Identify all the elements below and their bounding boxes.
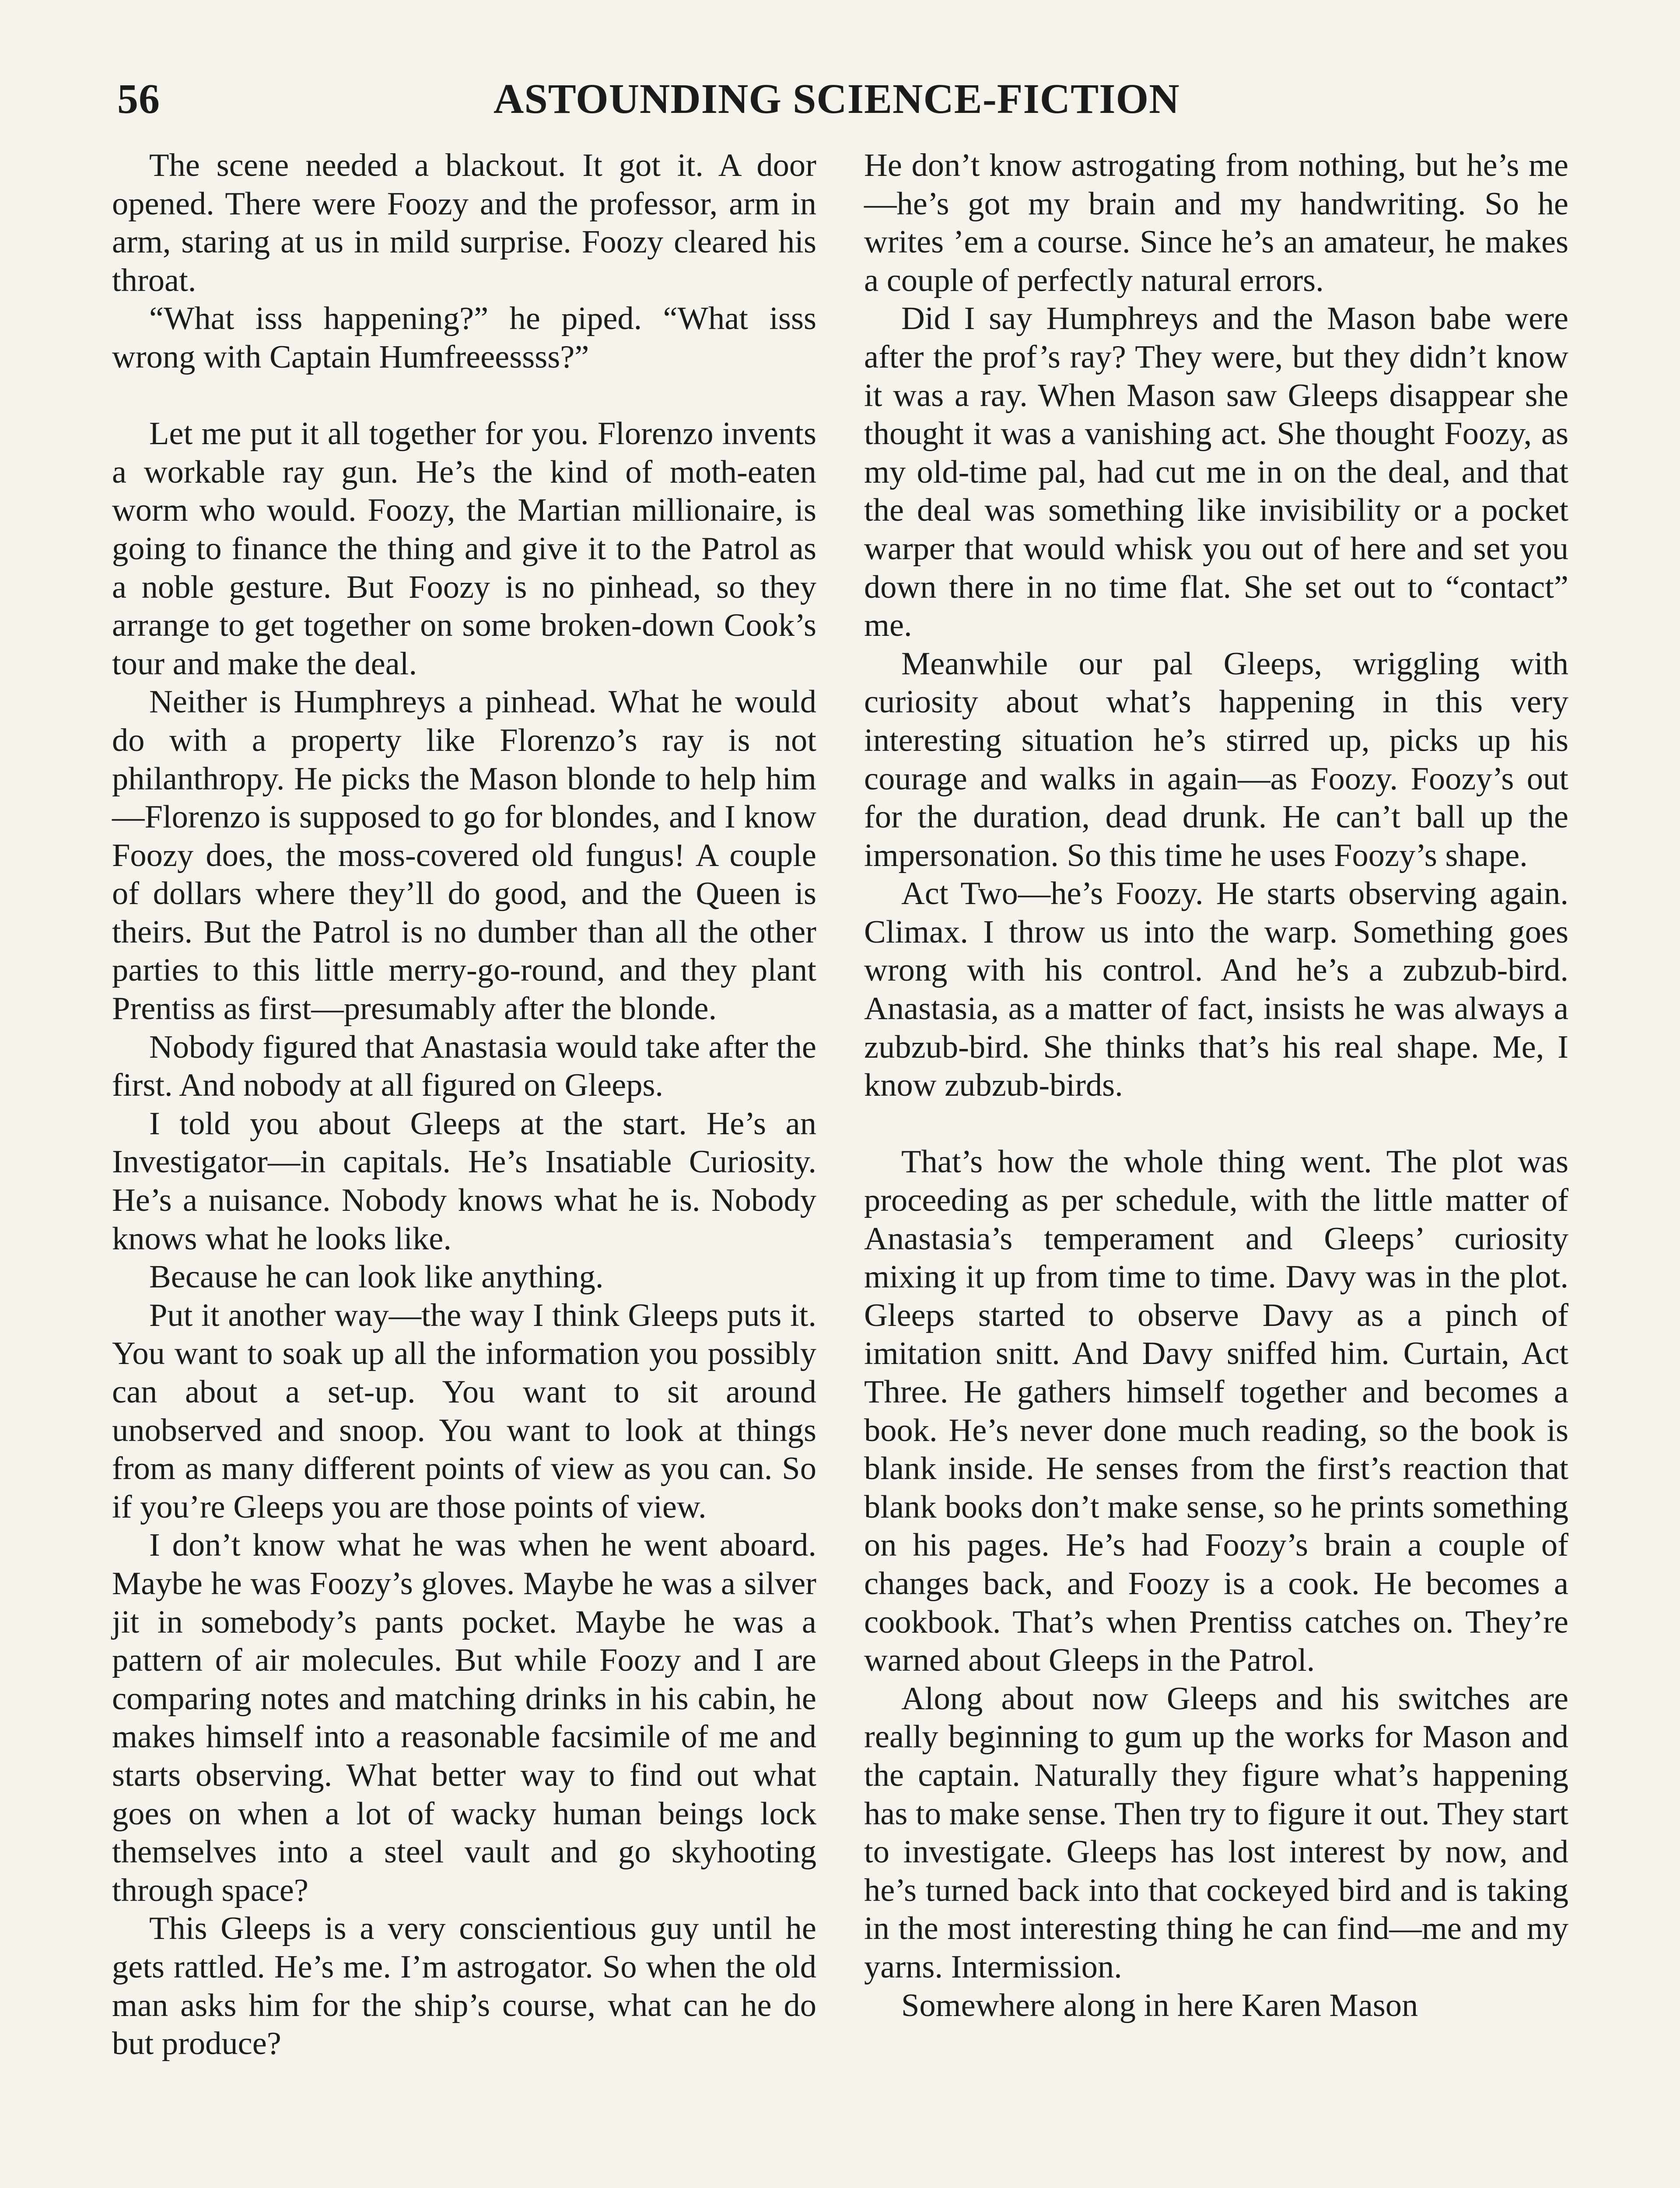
paragraph: Did I say Humphreys and the Mason babe were after the prof’s ray? They were, but they didn’t know it was a ray. When Mason saw Gleeps disappear she thought it was a vanishing act. She thought Foozy, as my old-time pal, had cut me in on the deal, and that the deal was something like invisibility or a pocket warper that would whisk you out of here and set you down there in no time flat. She set out to “contact” me. (864, 301, 1568, 644)
running-title: ASTOUNDING SCIENCE-FICTION (494, 75, 1180, 122)
paragraph: Somewhere along in here Karen Mason (901, 1987, 1418, 2023)
paragraph: The scene needed a blackout. It got it. A door opened. There were Foozy and the professor, arm in arm, staring at us in mild surprise. Foozy cleared his throat. (112, 147, 816, 298)
paragraph: Nobody figured that Anastasia would take after the first. And nobody at all figured on Gleeps. (112, 1029, 816, 1104)
paragraph: “What isss happening?” he piped. “What isss wrong with Captain Humfreeessss?” (112, 301, 816, 375)
paragraph: Meanwhile our pal Gleeps, wriggling with curiosity about what’s happening in this very interesting situation he’s stirred up, picks up his courage and walks in again—as Foozy. Foozy’s out for the duration, dead drunk. He can’t ball up the impersonation. So this time he uses Foozy’s shape. (864, 645, 1568, 873)
paragraph: That’s how the whole thing went. The plot was proceeding as per schedule, with the little matter of Anastasia’s temperament and Gleeps’ curiosity mixing it up from time to time. Davy was in the plot. Gleeps started to observe Davy as a pinch of imitation snitt. And Davy sniffed him. Curtain, Act Three. He gathers himself together and becomes a book. He’s never done much reading, so the book is blank inside. He senses from the first’s reaction that blank books don’t make sense, so he prints something on his pages. He’s had Foozy’s brain a couple of changes back, and Foozy is a cook. He becomes a cookbook. That’s when Prentiss catches on. They’re warned about Gleeps in the Patrol. (864, 1144, 1568, 1679)
page-number: 56 (117, 75, 160, 122)
paragraph: I don’t know what he was when he went aboard. Maybe he was Foozy’s gloves. Maybe he was a silver jit in somebody’s pants pocket. Maybe he was a pattern of air molecules. But while Foozy and I are comparing notes and matching drinks in his cabin, he makes himself into a reasonable facsimile of me and starts observing. What better way to find out what goes on when a lot of wacky human beings lock themselves into a steel vault and go skyhooting through space? (112, 1527, 816, 1908)
left-column (112, 147, 816, 2063)
paragraph: Let me put it all together for you. Florenzo invents a workable ray gun. He’s the kind of moth-eaten worm who would. Foozy, the Martian millionaire, is going to finance the thing and give it to the Patrol as a noble gesture. But Foozy is no pinhead, so they arrange to get together on some broken-down Cook’s tour and make the deal. (112, 416, 816, 682)
page-header (113, 69, 1565, 135)
paragraph: Along about now Gleeps and his switches are really beginning to gum up the works for Mason and the captain. Naturally they figure what’s happening has to make sense. Then try to figure it out. They start to investigate. Gleeps has lost interest by now, and he’s turned back into that cockeyed bird and is taking in the most interesting thing he can find—me and my yarns. Intermission. (864, 1680, 1568, 1985)
paragraph: Act Two—he’s Foozy. He starts observing again. Climax. I throw us into the warp. Something goes wrong with his control. And he’s a zubzub-bird. Anastasia, as a matter of fact, insists he was always a zubzub-bird. She thinks that’s his real shape. Me, I know zubzub-birds. (864, 876, 1568, 1104)
paragraph: He don’t know astrogating from nothing, but he’s me—he’s got my brain and my handwriting. So he writes ’em a course. Since he’s an amateur, he makes a couple of perfectly natural errors. (864, 147, 1568, 298)
paragraph: Because he can look like anything. (149, 1259, 604, 1295)
paragraph: Put it another way—the way I think Gleeps puts it. You want to soak up all the information you possibly can about a set-up. You want to sit around unobserved and snoop. You want to look at things from as many different points of view as you can. So if you’re Gleeps you are those points of view. (112, 1297, 816, 1525)
paragraph: Neither is Humphreys a pinhead. What he would do with a property like Florenzo’s ray is not philanthropy. He picks the Mason blonde to help him—Florenzo is supposed to go for blondes, and I know Foozy does, the moss-covered old fungus! A couple of dollars where they’ll do good, and the Queen is theirs. But the Patrol is no dumber than all the other parties to this little merry-go-round, and they plant Prentiss as first—presumably after the blonde. (112, 684, 816, 1027)
paragraph: This Gleeps is a very conscientious guy until he gets rattled. He’s me. I’m astrogator. So when the old man asks him for the ship’s course, what can he do but produce? (112, 1911, 816, 2062)
right-column (864, 147, 1568, 2025)
paragraph: I told you about Gleeps at the start. He’s an Investigator—in capitals. He’s Insatiable Curiosity. He’s a nuisance. Nobody knows what he is. Nobody knows what he looks like. (112, 1105, 816, 1257)
